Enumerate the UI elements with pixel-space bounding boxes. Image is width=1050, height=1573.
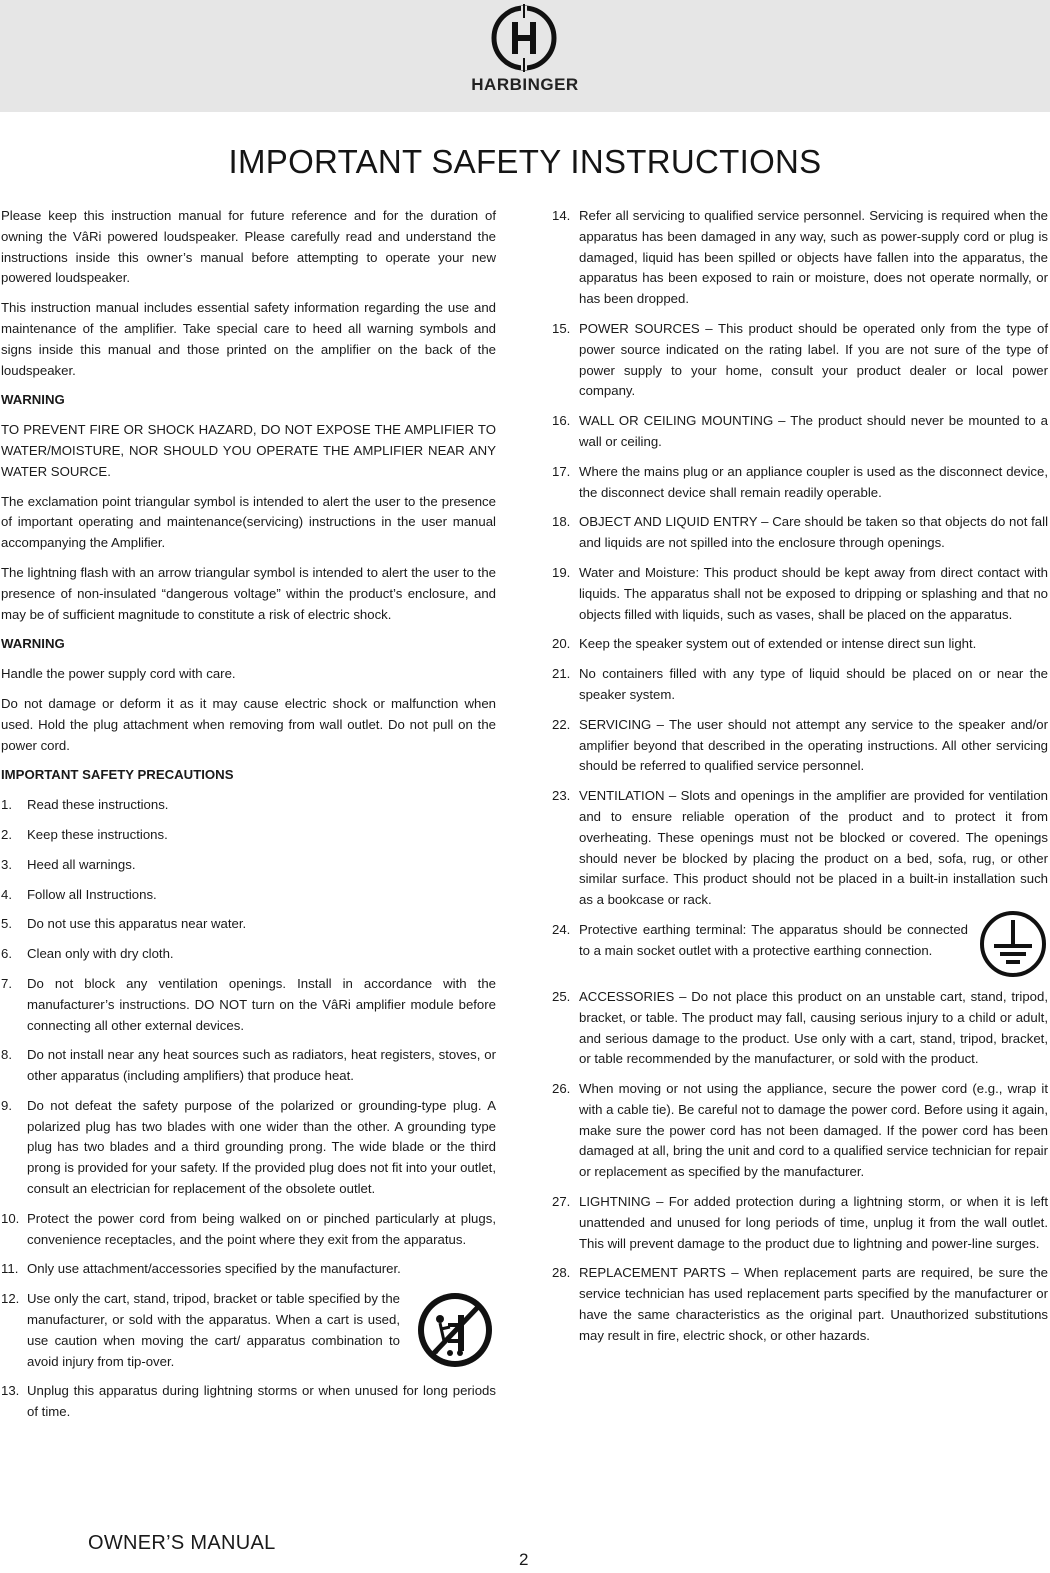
list-item	[552, 987, 1048, 1070]
item-text: Do not use this apparatus near water.	[27, 916, 247, 932]
cord-paragraph: Handle the power supply cord with care.	[1, 666, 236, 682]
item-number: 24.	[552, 921, 571, 937]
item-number: 26.	[552, 1081, 571, 1097]
list-item	[552, 715, 1048, 777]
list-item	[552, 206, 1048, 310]
item-number: 12.	[1, 1291, 20, 1307]
item-text: Read these instructions.	[27, 797, 169, 813]
item-number: 5.	[1, 916, 12, 932]
item-text: REPLACEMENT PARTS – When replacement parts are required, be sure the service technician has used replacement parts specified by the manufacturer or have the same characteristics as the original part. Unauthorized substitutions may result in fire, electric shock, or other hazards.	[579, 1265, 1048, 1343]
list-item	[1, 795, 496, 816]
item-text: Follow all Instructions.	[27, 886, 157, 902]
list-item	[1, 885, 496, 906]
harbinger-logo-icon	[488, 2, 560, 74]
brand-name: HARBINGER	[471, 75, 579, 94]
list-item	[552, 462, 1048, 504]
list-item	[552, 319, 1048, 402]
item-text: When moving or not using the appliance, secure the power cord (e.g., wrap it with a cable tie). Be careful not to damage the power cord. Before using it again, make sure the power cord has not been damaged. If the power cord has been damaged at all, bring the unit and cord to a qualified service technician for repair or replacement as specified by the manufacturer.	[579, 1081, 1048, 1180]
list-item	[552, 1079, 1048, 1183]
list-item	[1, 855, 496, 876]
item-text: WALL OR CEILING MOUNTING – The product should never be mounted to a wall or ceiling.	[579, 413, 1048, 449]
item-text: Do not install near any heat sources such as radiators, heat registers, stoves, or other apparatus (including amplifiers) that produce heat.	[27, 1047, 496, 1084]
exclamation-paragraph: The exclamation point triangular symbol is intended to alert the user to the presence of important operating and maintenance(servicing) instructions in the user manual accompanying the Amplifier.	[1, 493, 496, 551]
list-item	[552, 563, 1048, 625]
item-number: 2.	[1, 826, 12, 842]
list-item	[1, 1045, 496, 1087]
cord-paragraph: Do not damage or deform it as it may cause electric shock or malfunction when used. Hold the plug attachment when removing from wall outlet. Do not pull on the power cord.	[1, 695, 496, 753]
item-number: 27.	[552, 1194, 571, 1210]
item-text: VENTILATION – Slots and openings in the amplifier are provided for ventilation and to ensure reliable operation of the product and to protect it from overheating. These openings must not be blocked or covered. The openings should never be blocked by placing the product on a bed, sofa, rug, or other similar surface. This product should not be placed in a built-in installation such as a bookcase or rack.	[579, 788, 1048, 908]
list-item	[552, 786, 1048, 911]
item-number: 1.	[1, 797, 12, 813]
item-number: 21.	[552, 666, 571, 682]
item-text: Keep these instructions.	[27, 826, 168, 842]
warning-heading: WARNING	[1, 636, 65, 652]
item-text: Do not defeat the safety purpose of the polarized or grounding-type plug. A polarized plug has two blades with one wider than the other. A grounding type plug has two blades and a third grounding prong. The wide blade or the third prong is provided for your safety. If the provided plug does not fit into your outlet, consult an electrician for replacement of the obsolete outlet.	[27, 1097, 496, 1197]
right-column	[552, 206, 1048, 1356]
list-item	[552, 920, 1048, 978]
item-number: 16.	[552, 413, 571, 429]
list-item	[552, 664, 1048, 706]
precautions-heading: IMPORTANT SAFETY PRECAUTIONS	[1, 767, 234, 783]
list-item	[552, 634, 1048, 655]
list-item	[1, 1096, 496, 1200]
item-number: 9.	[1, 1097, 12, 1113]
item-text: Protect the power cord from being walked on or pinched particularly at plugs, convenience receptacles, and the point where they exit from the apparatus.	[27, 1210, 496, 1247]
item-text: Clean only with dry cloth.	[27, 946, 174, 962]
item-text: Refer all servicing to qualified service personnel. Servicing is required when the apparatus has been damaged in any way, such as power-supply cord or plug is damaged, liquid has been spilled or objects have fallen into the apparatus, the apparatus has been exposed to rain or moisture, does not operate normally, or has been dropped.	[579, 208, 1048, 307]
precautions-list	[1, 795, 496, 1280]
item-text: LIGHTNING – For added protection during a lightning storm, or when it is left unattended and unused for long periods of time, unplug it from the wall outlet. This will prevent damage to the product due to lightning and power-line surges.	[579, 1194, 1048, 1251]
precautions-list	[552, 987, 1048, 1347]
item-text: Use only the cart, stand, tripod, bracket or table specified by the manufacturer, or sold with the apparatus. When a cart is used, use caution when moving the cart/ apparatus combination to avoid injury from tip-over.	[27, 1291, 400, 1369]
list-item	[552, 1263, 1048, 1346]
item-number: 3.	[1, 856, 12, 872]
item-number: 25.	[552, 988, 571, 1004]
page-header	[0, 0, 1050, 112]
list-item	[1, 1209, 496, 1251]
list-item	[552, 512, 1048, 554]
item-number: 4.	[1, 886, 12, 902]
page-title: IMPORTANT SAFETY INSTRUCTIONS	[228, 143, 822, 180]
warning-text: TO PREVENT FIRE OR SHOCK HAZARD, DO NOT EXPOSE THE AMPLIFIER TO WATER/MOISTURE, NOR SHOULD YOU OPERATE THE AMPLIFIER NEAR ANY WATER SOURCE.	[1, 422, 496, 479]
item-text: OBJECT AND LIQUID ENTRY – Care should be taken so that objects do not fall and liquids are not spilled into the enclosure through openings.	[579, 514, 1048, 551]
page-number: 2	[519, 1550, 529, 1569]
item-number: 13.	[1, 1383, 20, 1399]
list-item	[1, 1259, 496, 1280]
list-item	[1, 944, 496, 965]
cart-warning-icon	[414, 1291, 496, 1369]
item-number: 18.	[552, 514, 571, 530]
item-text: Where the mains plug or an appliance coupler is used as the disconnect device, the disconnect device shall remain readily operable.	[579, 463, 1048, 500]
warning-heading: WARNING	[1, 392, 65, 408]
item-text: ACCESSORIES – Do not place this product on an unstable cart, stand, tripod, bracket, or table. The product may fall, causing serious injury to a child or adult, and serious damage to the product. Use only with a cart, stand, tripod, bracket, or table recommended by the manufacturer, or sold with the product.	[579, 988, 1048, 1067]
item-number: 22.	[552, 716, 571, 732]
item-number: 19.	[552, 564, 571, 580]
list-item	[1, 1289, 496, 1372]
item-number: 7.	[1, 975, 12, 991]
item-text: SERVICING – The user should not attempt any service to the speaker and/or amplifier beyond that described in the operating instructions. All other servicing should be referred to qualified service personnel.	[579, 716, 1048, 774]
item-number: 10.	[1, 1210, 20, 1226]
item-text: Protective earthing terminal: The apparatus should be connected to a main socket outlet with a protective earthing connection.	[579, 921, 968, 958]
list-item	[1, 1381, 496, 1423]
precautions-list	[552, 206, 1048, 911]
item-number: 14.	[552, 208, 571, 223]
lightning-paragraph: The lightning flash with an arrow triangular symbol is intended to alert the user to the presence of non-insulated “dangerous voltage” within the product’s enclosure, and may be of sufficient magnitude to constitute a risk of electric shock.	[1, 564, 496, 622]
item-number: 28.	[552, 1265, 571, 1281]
list-item	[552, 1192, 1048, 1254]
intro-paragraph: Please keep this instruction manual for future reference and for the duration of owning the VâRi powered loudspeaker. Please carefully read and understand the instructions inside this owner’s manual before attempting to operate your new powered loudspeaker.	[1, 208, 496, 286]
list-item	[1, 974, 496, 1036]
left-column	[1, 206, 496, 1432]
item-text: No containers filled with any type of liquid should be placed on or near the speaker system.	[579, 666, 1048, 702]
item-number: 8.	[1, 1047, 12, 1063]
item-text: Do not block any ventilation openings. Install in accordance with the manufacturer’s instructions. DO NOT turn on the VâRi amplifier module before connecting all other external devices.	[27, 975, 496, 1033]
intro-paragraph: This instruction manual includes essential safety information regarding the use and maintenance of the amplifier. Take special care to heed all warning symbols and signs inside this manual and those printed on the amplifier on the back of the loudspeaker.	[1, 300, 496, 378]
item-number: 17.	[552, 463, 571, 479]
item-text: Heed all warnings.	[27, 856, 136, 872]
item-text: Only use attachment/accessories specified by the manufacturer.	[27, 1261, 401, 1277]
item-number: 11.	[1, 1261, 19, 1277]
list-item	[1, 914, 496, 935]
item-text: Water and Moisture: This product should be kept away from direct contact with liquids. The apparatus shall not be exposed to dripping or splashing and that no objects filled with liquids, such as vases, shall be placed on the apparatus.	[579, 564, 1048, 622]
list-item	[552, 411, 1048, 453]
footer-manual-label: OWNER’S MANUAL	[88, 1532, 276, 1554]
list-item	[1, 825, 496, 846]
item-number: 15.	[552, 320, 571, 336]
protective-earth-icon	[978, 910, 1048, 978]
item-text: POWER SOURCES – This product should be operated only from the type of power source indicated on the rating label. If you are not sure of the type of power supply to your home, consult your product dealer or local power company.	[579, 320, 1048, 399]
item-number: 20.	[552, 636, 571, 652]
item-text: Unplug this apparatus during lightning storms or when unused for long periods of time.	[27, 1383, 496, 1420]
item-text: Keep the speaker system out of extended or intense direct sun light.	[579, 636, 977, 652]
item-number: 23.	[552, 788, 571, 804]
item-number: 6.	[1, 946, 12, 962]
